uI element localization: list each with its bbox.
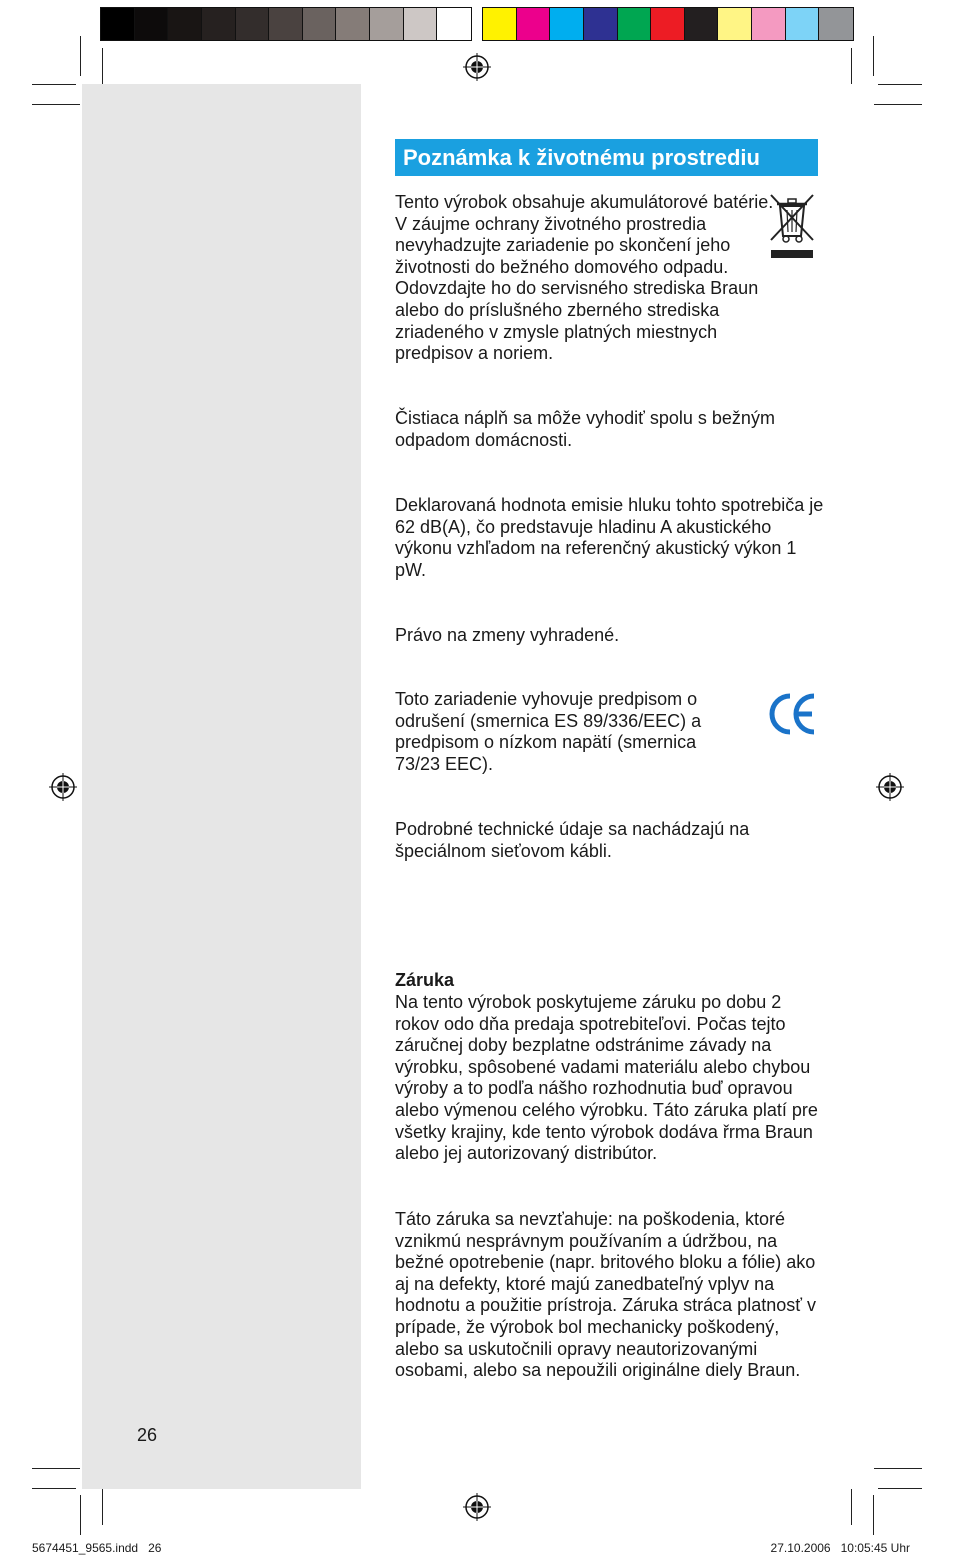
crop-mark: [32, 1488, 76, 1489]
noise-emission-paragraph: Deklarovaná hodnota emisie hluku tohto spotrebiča je 62 dB(A), čo predstavuje hladinu A akustického výkonu vzhľadom na referenčný akustický výkon 1 pW.: [395, 495, 824, 580]
color-calibration-bar: [482, 7, 854, 41]
section-title: Poznámka k životnému prostrediu: [395, 139, 818, 176]
crop-mark: [878, 1488, 922, 1489]
crop-mark: [32, 1468, 80, 1469]
color-swatch: [517, 8, 551, 40]
crop-mark: [80, 36, 81, 76]
color-swatch: [370, 8, 404, 40]
color-swatch: [550, 8, 584, 40]
changes-reserved-paragraph: Právo na zmeny vyhradené.: [395, 625, 620, 645]
crop-mark: [80, 1495, 81, 1535]
color-swatch: [437, 8, 471, 40]
color-swatch: [303, 8, 337, 40]
battery-disposal-paragraph: Tento výrobok obsahuje akumulátorové batérie. V záujme ochrany životného prostredia nevyhadzujte zariadenie po skončení jeho životnosti do bežného domového odpadu. Odovzdajte ho do servisného strediska Braun alebo do príslušného zberného strediska zriadeného v zmysle platných miestnych predpisov a noriem.: [395, 192, 774, 364]
conformity-paragraph: Toto zariadenie vyhovuje predpisom o odrušení (smernica ES 89/336/EEC) a predpisom o nízkom napätí (smernica 73/23 EEC).: [395, 689, 702, 774]
color-swatch: [236, 8, 270, 40]
registration-mark-icon: [876, 773, 904, 801]
cartridge-disposal-paragraph: Čistiaca náplň sa môže vyhodiť spolu s bežným odpadom domácnosti.: [395, 408, 775, 450]
crop-mark: [874, 104, 922, 105]
crop-mark: [873, 36, 874, 76]
file-slug: 5674451_9565.indd 26: [32, 1541, 162, 1555]
warranty-heading: Záruka: [395, 970, 455, 990]
color-swatch: [685, 8, 719, 40]
color-swatch: [718, 8, 752, 40]
crop-mark: [102, 1489, 103, 1525]
color-swatch: [404, 8, 438, 40]
left-margin-column: [82, 84, 361, 1489]
color-swatch: [651, 8, 685, 40]
crop-mark: [851, 1489, 852, 1525]
registration-mark-icon: [49, 773, 77, 801]
color-swatch: [819, 8, 853, 40]
warranty-exclusions-paragraph: Táto záruka sa nevzťahuje: na poškodenia, ktoré vznikmú nesprávnym používaním a údržbou, na bežné opotrebenie (napr. britového bloku a fólie) ako aj na defekty, ktoré majú zanedbateľný vplyv na hodnotu a použitie prístroja. Záruka stráca platnosť v prípade, že výrobok bol mechanicky poškodený, alebo sa uskutočnili opravy neautorizovanými osobami, alebo sa nepoužili originálne diely Braun.: [395, 1209, 816, 1381]
timestamp-slug: 27.10.2006 10:05:45 Uhr: [770, 1541, 910, 1555]
color-swatch: [135, 8, 169, 40]
color-swatch: [752, 8, 786, 40]
crop-mark: [102, 48, 103, 84]
technical-data-paragraph: Podrobné technické údaje sa nachádzajú na špeciálnom sieťovom kábli.: [395, 819, 750, 861]
crop-mark: [874, 1468, 922, 1469]
ce-mark-icon: [768, 690, 818, 738]
color-swatch: [618, 8, 652, 40]
color-swatch: [269, 8, 303, 40]
color-swatch: [336, 8, 370, 40]
warranty-paragraph: Na tento výrobok poskytujeme záruku po dobu 2 rokov odo dňa predaja spotrebiteľovi. Počas tejto záručnej doby bezplatne odstránime závady na výrobku, spôsobené vadami materiálu alebo chybou výroby a to podľa nášho rozhodnutia buď opravou alebo výmenou celého výrobku. Táto záruka platí pre všetky krajiny, kde tento výrobok dodáva řrma Braun alebo jej autorizovaný distribútor.: [395, 992, 818, 1164]
color-swatch: [101, 8, 135, 40]
crop-mark: [32, 104, 80, 105]
registration-mark-icon: [463, 1493, 491, 1521]
color-swatch: [786, 8, 820, 40]
gray-calibration-bar: [100, 7, 472, 41]
color-swatch: [168, 8, 202, 40]
crop-mark: [851, 48, 852, 84]
color-swatch: [584, 8, 618, 40]
registration-mark-icon: [463, 53, 491, 81]
crop-mark: [878, 84, 922, 85]
crossed-out-wheelie-bin-icon: [768, 192, 816, 260]
crop-mark: [873, 1495, 874, 1535]
color-swatch: [483, 8, 517, 40]
crop-mark: [32, 84, 76, 85]
page-number: 26: [137, 1425, 158, 1445]
color-swatch: [202, 8, 236, 40]
